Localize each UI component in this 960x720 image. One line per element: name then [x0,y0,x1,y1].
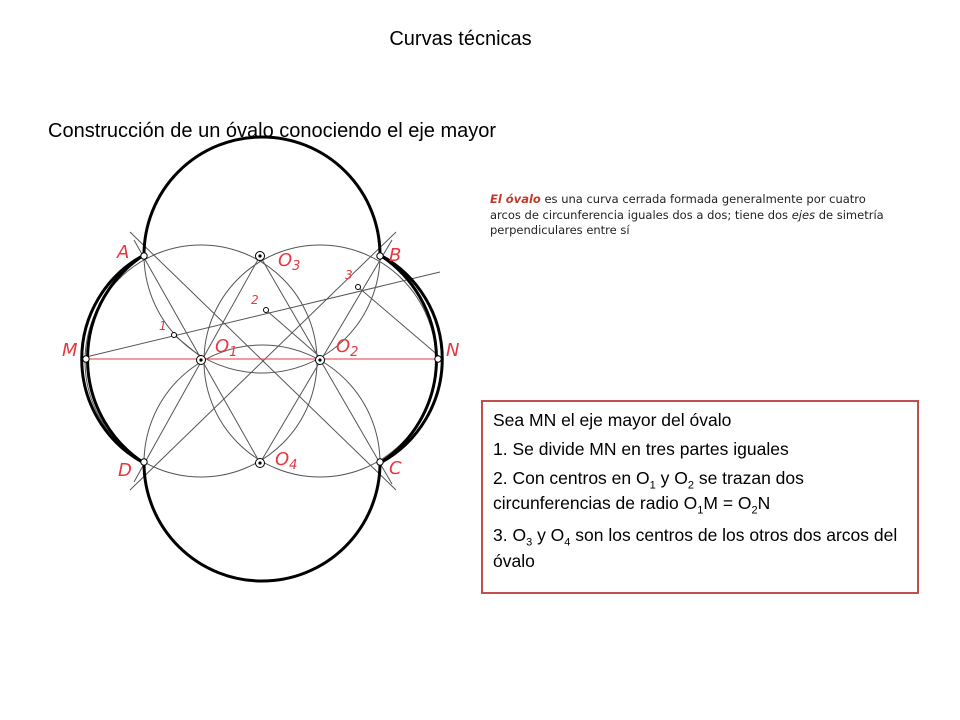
definition-term: El óvalo [490,192,541,206]
label-b: B [389,245,402,266]
page-subtitle: Construcción de un óvalo conociendo el eje mayor [48,120,497,142]
label-div-3: 3 [345,268,353,282]
center-o2-dot [318,358,321,361]
definition-text-2: de simetría perpendiculares entre sí [490,207,884,238]
step-2-text: M = O [703,493,752,514]
definition-axes-word: ejes [791,207,816,222]
step-2-sub: 1 [697,504,704,517]
label-m: M [62,340,78,361]
step-1: 1. Se divide MN en tres partes iguales [493,438,789,459]
label-c: C [389,458,402,479]
division-ray [86,272,440,357]
label-o1: $O_1$ [215,336,238,360]
step-3-text: y O [532,525,565,546]
point-div-3 [356,285,361,290]
line-o3-d [134,256,260,482]
label-o4: $O_4$ [275,449,298,473]
step-2-text: 2. Con centros en O [493,467,650,488]
point-c [377,459,383,465]
line-o4-b [260,240,392,463]
step-3-sub: 4 [564,536,571,549]
point-div-2 [264,308,269,313]
step-2-text: y O [655,467,688,488]
step-intro: Sea MN el eje mayor del óvalo [493,410,732,430]
line-o4-a [134,240,260,463]
center-o3-dot [258,254,261,257]
label-n: N [446,340,460,361]
label-o2: $O_2$ [336,336,359,360]
construction-arc-o4 [144,345,380,463]
step-2-text: N [757,493,771,514]
step-2-text: se trazan dos circunferencias de radio O [493,467,804,514]
step-3-text: son los centros de los otros dos arcos del óvalo [493,525,898,571]
label-div-1: 1 [159,319,167,333]
step-2-sub: 1 [649,479,656,491]
label-d: D [118,460,132,481]
center-o4-dot [258,461,261,464]
step-3-text: 3. O [493,525,527,546]
division-parallel-1 [174,335,201,357]
label-div-2: 2 [251,293,259,307]
definition-text-1: es una curva cerrada formada generalmente por cuatro arcos de circunferencia iguales dos a dos; tiene dos [490,192,866,222]
point-d [141,459,147,465]
page-title: Curvas técnicas [389,28,532,50]
step-3-sub: 3 [526,536,533,549]
label-o3: $O_3$ [278,250,301,274]
center-o1-dot [199,358,202,361]
label-a: A [117,242,130,263]
point-div-1 [172,333,177,338]
point-a [141,253,147,259]
point-b [377,253,383,259]
step-2-sub: 2 [751,504,758,517]
point-n [435,356,441,362]
step-2-sub: 2 [687,479,694,491]
point-m [83,356,89,362]
division-parallel-3 [358,287,440,357]
